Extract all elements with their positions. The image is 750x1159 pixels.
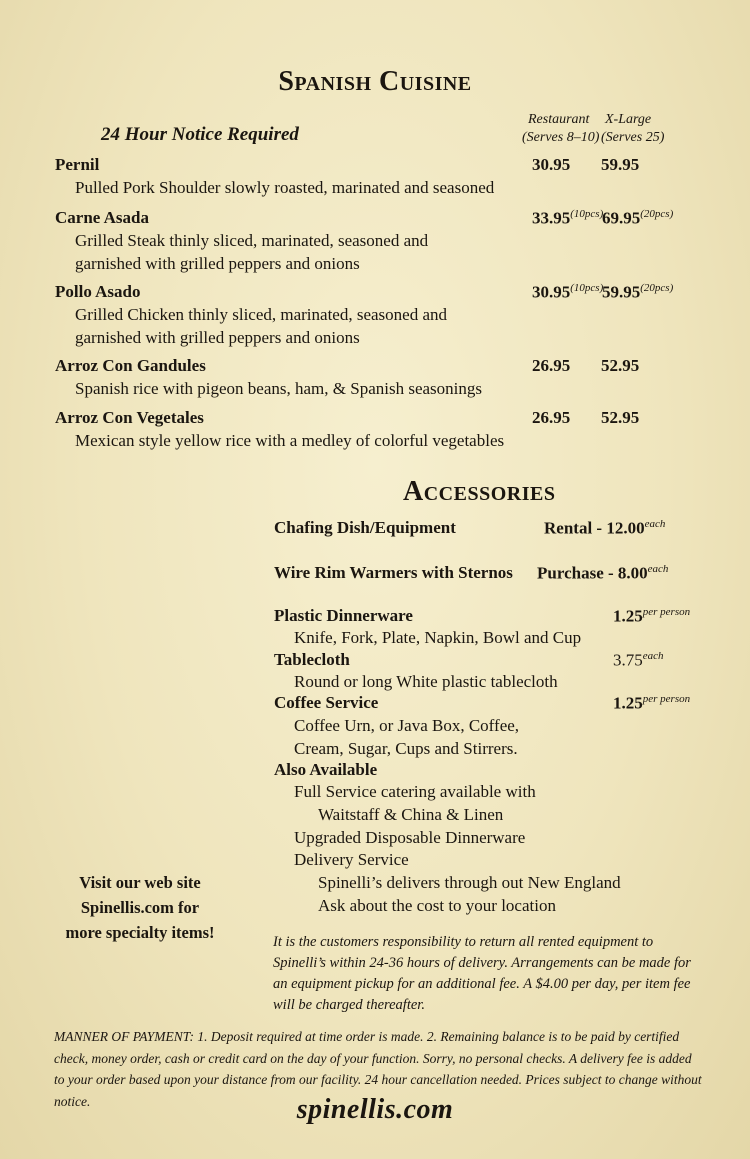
visit-website-note	[50, 870, 230, 945]
menu-item-name: Arroz Con Gandules	[55, 356, 206, 375]
price-value: Rental - 12.00	[544, 518, 645, 538]
menu-item-price-xlarge	[602, 208, 673, 229]
also-available-title: Also Available	[274, 760, 378, 779]
price-unit: per person	[642, 693, 691, 705]
menu-item-price-restaurant	[532, 208, 603, 229]
accessory-desc: Knife, Fork, Plate, Napkin, Bowl and Cup	[294, 628, 582, 647]
column-xlarge-header	[601, 111, 664, 147]
menu-item-desc: Grilled Chicken thinly sliced, marinated, seasoned and	[75, 305, 448, 324]
menu-item-price-xlarge: 52.95	[601, 356, 640, 375]
column-restaurant-header	[522, 111, 599, 147]
column-xlarge-label: X-Large	[605, 112, 652, 127]
accessories-title: Accessories	[403, 476, 556, 507]
price-unit: each	[642, 650, 664, 662]
accessory-desc: Round or long White plastic tablecloth	[294, 672, 558, 691]
price-value: 59.95	[602, 282, 641, 302]
menu-item-price-restaurant: 26.95	[532, 408, 571, 427]
price-value: 30.95	[532, 282, 571, 302]
also-available-line: Spinelli’s delivers through out New England	[318, 873, 621, 892]
accessory-desc: Cream, Sugar, Cups and Stirrers.	[294, 739, 518, 758]
accessory-price	[613, 650, 664, 671]
accessory-name: Tablecloth	[274, 650, 350, 669]
price-value: 1.25	[613, 606, 643, 626]
menu-item-price-xlarge: 52.95	[601, 408, 640, 427]
menu-item-desc: Pulled Pork Shoulder slowly roasted, marinated and seasoned	[75, 178, 495, 197]
menu-item-name: Arroz Con Vegetales	[55, 408, 204, 427]
menu-item-name: Pollo Asado	[55, 282, 141, 301]
price-value: 1.25	[613, 693, 643, 713]
menu-item-desc: garnished with grilled peppers and onions	[75, 328, 360, 347]
website-footer[interactable]: spinellis.com	[296, 1094, 454, 1125]
accessory-price	[544, 518, 665, 539]
menu-item-desc: Spanish rice with pigeon beans, ham, & Spanish seasonings	[75, 379, 483, 398]
menu-item-desc: Grilled Steak thinly sliced, marinated, seasoned and	[75, 231, 429, 250]
accessory-price	[613, 693, 690, 714]
visit-line: more specialty items!	[65, 923, 215, 942]
menu-item-desc: Mexican style yellow rice with a medley of colorful vegetables	[75, 431, 505, 450]
accessory-name: Coffee Service	[274, 693, 379, 712]
price-note: (20pcs)	[640, 208, 674, 220]
price-unit: per person	[642, 606, 691, 618]
payment-terms: MANNER OF PAYMENT: 1. Deposit required at time order is made. 2. Remaining balance is to be paid by certified check, money order, cash or credit card on the day of your function. Sorry, no personal checks. A delivery fee is added to your order based upon your distance from our facility. 24 hour cancellation needed. Prices subject to change without notice.	[54, 1029, 702, 1109]
menu-item-price-restaurant	[532, 282, 603, 303]
also-available-line: Delivery Service	[294, 850, 409, 869]
accessory-name: Chafing Dish/Equipment	[274, 518, 456, 537]
price-unit: each	[644, 518, 666, 530]
column-restaurant-label: Restaurant	[528, 112, 590, 127]
price-note: (20pcs)	[640, 282, 674, 294]
menu-item-desc: garnished with grilled peppers and onions	[75, 254, 360, 273]
column-restaurant-serves: (Serves 8–10)	[522, 130, 600, 145]
also-available-line: Full Service catering available with	[294, 782, 536, 801]
menu-item-price-xlarge	[602, 282, 673, 303]
price-value: Purchase - 8.00	[537, 563, 648, 583]
price-value: 3.75	[613, 650, 643, 670]
column-xlarge-serves: (Serves 25)	[601, 130, 665, 145]
visit-line: Visit our web site	[79, 873, 201, 892]
menu-item-price-restaurant: 26.95	[532, 356, 571, 375]
menu-item-price-xlarge: 59.95	[601, 155, 640, 174]
accessory-desc: Coffee Urn, or Java Box, Coffee,	[294, 716, 520, 735]
also-available-line: Ask about the cost to your location	[318, 896, 556, 915]
menu-item-price-restaurant: 30.95	[532, 155, 571, 174]
rental-return-note: It is the customers responsibility to return all rented equipment to Spinelli’s within 24-36 hours of delivery. Arrangements can be made for an equipment pickup for an additional fee. A $4.00 per day, per item fee will be charged thereafter.	[273, 934, 691, 1013]
price-value: 33.95	[532, 208, 571, 228]
menu-item-name: Pernil	[55, 155, 100, 174]
also-available-line: Waitstaff & China & Linen	[318, 805, 504, 824]
spanish-cuisine-title: Spanish Cuisine	[278, 66, 472, 97]
accessory-name: Plastic Dinnerware	[274, 606, 413, 625]
price-value: 69.95	[602, 208, 641, 228]
price-note: (10pcs)	[570, 208, 604, 220]
menu-item-name: Carne Asada	[55, 208, 149, 227]
price-note: (10pcs)	[570, 282, 604, 294]
visit-line: Spinellis.com for	[80, 898, 200, 917]
accessory-price	[537, 563, 668, 584]
accessory-price	[613, 606, 690, 627]
accessory-name: Wire Rim Warmers with Sternos	[274, 563, 513, 582]
also-available-line: Upgraded Disposable Dinnerware	[294, 828, 526, 847]
price-unit: each	[647, 563, 669, 575]
notice-required: 24 Hour Notice Required	[101, 124, 299, 145]
